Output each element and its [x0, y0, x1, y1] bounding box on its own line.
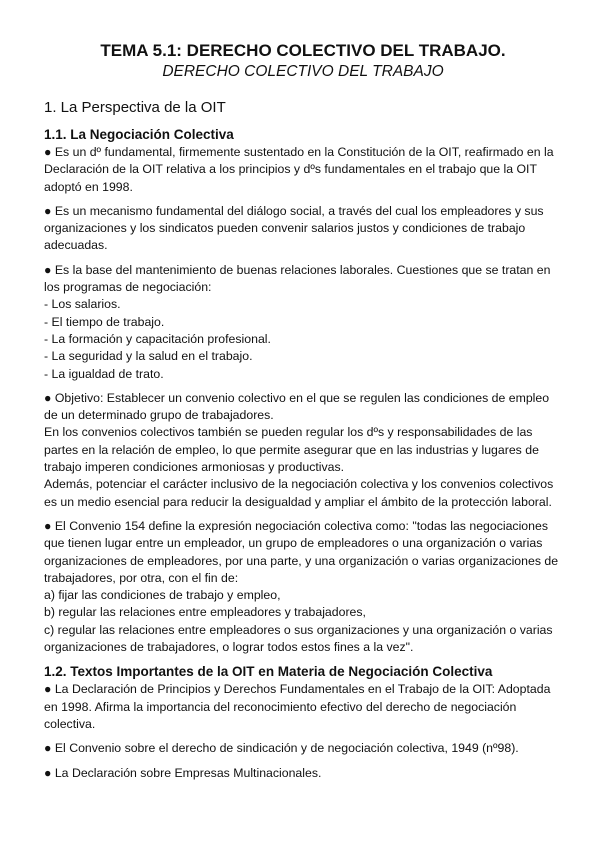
paragraph: ● La Declaración de Principios y Derechos Fundamentales en el Trabajo de la OIT: Adoptada en 1998. Afirma la importancia del reconocimiento efectivo del derecho de negociación colectiva. — [44, 682, 551, 731]
paragraph: ● El Convenio sobre el derecho de sindicación y de negociación colectiva, 1949 (nº98). — [44, 741, 519, 756]
document-title: TEMA 5.1: DERECHO COLECTIVO DEL TRABAJO. — [100, 41, 506, 60]
paragraph: ● Objetivo: Establecer un convenio colectivo en el que se regulen las condiciones de empleo de un determinado grupo de trabajadores. — [44, 390, 550, 423]
paragraph: ● La Declaración sobre Empresas Multinacionales. — [44, 765, 322, 780]
paragraph: En los convenios colectivos también se pueden regular los dºs y responsabilidades de las partes en la relación de empleo, lo que permite asegurar que en las industrias y lugares de trabajo imperen condiciones armoniosas y productivas. — [44, 425, 539, 475]
paragraph: Además, potenciar el carácter inclusivo de la negociación colectiva y los convenios colectivos es un medio esencial para reducir la desigualdad y ampliar el ámbito de la protección laboral. — [44, 477, 554, 509]
list-item: - La igualdad de trato. — [44, 366, 164, 381]
list-item: - La seguridad y la salud en el trabajo. — [44, 349, 253, 364]
section-1-2-heading: 1.2. Textos Importantes de la OIT en Materia de Negociación Colectiva — [44, 664, 493, 680]
document-subtitle: DERECHO COLECTIVO DEL TRABAJO — [162, 63, 444, 80]
negotiation-topics-list — [44, 296, 562, 382]
paragraph: ● Es la base del mantenimiento de buenas relaciones laborales. Cuestiones que se tratan en los programas de negociación: — [44, 262, 551, 295]
section-1-1-heading: 1.1. La Negociación Colectiva — [44, 127, 234, 142]
paragraph: ● El Convenio 154 define la expresión negociación colectiva como: "todas las negociaciones que tienen lugar entre un empleador, un grupo de empleadores o una organización o varias organizaciones de empleadores, por una parte, y una organización o varias organizaciones de trabajadores, por otra, con el fin de: — [44, 518, 559, 585]
list-item: a) fijar las condiciones de trabajo y empleo, — [44, 588, 281, 603]
list-item: c) regular las relaciones entre empleadores o sus organizaciones y una organización o varias organizaciones de trabajadores, o lograr todos estos fines a la vez". — [44, 622, 553, 655]
paragraph: ● Es un mecanismo fundamental del diálogo social, a través del cual los empleadores y sus organizaciones y los sindicatos pueden convenir salarios justos y condiciones de trabajo adecuadas. — [44, 203, 544, 253]
list-item: - Los salarios. — [44, 297, 121, 312]
section-1-heading: 1. La Perspectiva de la OIT — [44, 99, 226, 116]
paragraph: ● Es un dº fundamental, firmemente sustentado en la Constitución de la OIT, reafirmado en la Declaración de la OIT relativa a los principios y dºs fundamentales en el trabajo que la OIT adoptó en 1998. — [44, 145, 554, 194]
list-item: b) regular las relaciones entre empleadores y trabajadores, — [44, 605, 366, 620]
list-item: - La formación y capacitación profesional. — [44, 331, 271, 346]
list-item: - El tiempo de trabajo. — [44, 314, 165, 329]
